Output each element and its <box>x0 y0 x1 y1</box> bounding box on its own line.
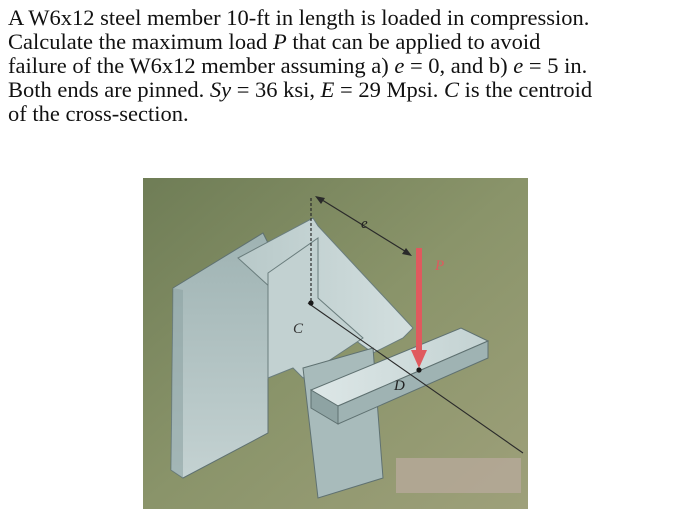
eccentricity-symbol: e <box>513 53 524 78</box>
label-e: e <box>361 216 368 232</box>
text-segment: = 0, and b) <box>404 53 514 78</box>
problem-statement <box>8 6 694 126</box>
text-segment: Calculate the maximum load <box>8 29 273 54</box>
modulus-symbol: E <box>320 77 335 102</box>
problem-line-4 <box>8 78 694 102</box>
centroid-point <box>308 300 313 305</box>
problem-line-1: A W6x12 steel member 10-ft in length is loaded in compression. <box>8 5 590 30</box>
label-P: P <box>435 258 445 274</box>
text-segment: failure of the W6x12 member assuming a) <box>8 53 395 78</box>
text-segment: = 29 Mpsi. <box>334 77 444 102</box>
text-segment: = 5 in. <box>523 53 588 78</box>
text-segment: is the centroid <box>459 77 593 102</box>
point-D <box>416 367 421 372</box>
lower-right-patch <box>396 458 521 493</box>
yield-strength-symbol: Sy <box>209 77 232 102</box>
problem-line-2 <box>8 30 694 54</box>
w-beam-illustration <box>143 178 528 509</box>
problem-line-3 <box>8 54 694 78</box>
eccentricity-symbol: e <box>394 53 405 78</box>
text-segment: that can be applied to avoid <box>286 29 541 54</box>
problem-line-5: of the cross-section. <box>8 101 189 126</box>
left-flange-edge <box>171 288 183 478</box>
centroid-symbol: C <box>444 77 460 102</box>
load-symbol-P: P <box>272 29 287 54</box>
label-D: D <box>394 378 405 394</box>
text-segment: = 36 ksi, <box>231 77 321 102</box>
label-C: C <box>293 321 304 337</box>
w-beam-figure <box>143 178 528 509</box>
text-segment: Both ends are pinned. <box>8 77 210 102</box>
